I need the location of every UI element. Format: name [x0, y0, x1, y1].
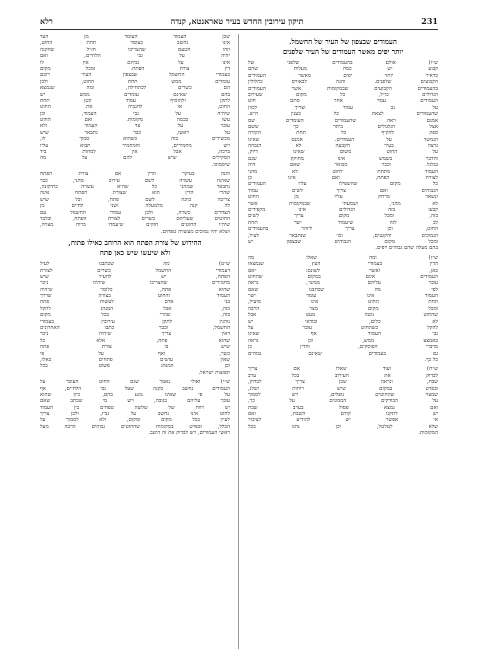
- text-line: המקומות.: [418, 430, 438, 437]
- text-line: מדברי הפוסקים, והדין כן: [248, 344, 438, 351]
- text-line: לחוט אינו נחשב על גביו, ולכן צריך: [40, 411, 230, 418]
- text-line: ש״י) ואולי נאמר שגם החוט העובר על: [40, 379, 230, 386]
- text-line: בזה, ומכל מקום צריך לשים: [248, 213, 438, 220]
- text-line: שהוא פתח, כלומר שיהיה: [40, 286, 230, 293]
- text-line: לפי מה שכתבנו שאם: [248, 286, 438, 293]
- heading-line: ולא שיעשו שיש כאן פתח: [99, 248, 171, 258]
- text-line: להקל כשהחוט עובר על: [248, 325, 438, 332]
- text-line: והדבר בשמש אינו מחוקק שגם: [248, 155, 438, 162]
- text-line: תחת החוט אינו מועיל,: [248, 299, 438, 306]
- text-line: שכן העמוד העומד מן הצד: [40, 34, 230, 40]
- text-line: אינו על גביהם אין לו: [40, 59, 230, 66]
- heading-line: החידוש של צורת הפתח הוא הרוחב כאילו פתוח,: [68, 238, 202, 248]
- text-line: שלא לטלטל, וכן נהגו בכל: [248, 423, 438, 430]
- text-line: העמודים עמד אחר סתם חוט: [248, 98, 438, 105]
- text-line: הגבוהים ואם צריך לשים עמוד: [248, 187, 438, 194]
- text-line: ש״ז) ומה שאלו מה: [248, 254, 438, 261]
- paragraph: [40, 171, 230, 235]
- heading-line: העמודים שבצפון של העיר של החשמל.: [289, 37, 397, 46]
- text-line: החוט, וכן צריך ליזהר בהעמודים: [248, 226, 438, 233]
- chapter-number: רלא: [40, 16, 53, 26]
- text-line: ומכל מקום מצוי הרבה: [248, 305, 438, 312]
- text-line: שאינה עשויה לשם עירוב מהני, כבר: [40, 177, 230, 184]
- text-line: ומכל מקום הגבוהים שבצפון יש: [248, 238, 438, 245]
- text-line: לא מהני, ושמעתי שבמקומות אשר: [248, 200, 438, 207]
- text-line: והנה בעיקר הדין אם צורת הפתח: [40, 171, 230, 178]
- text-line: לבדוק את העירוב בכל ערב: [248, 372, 438, 379]
- text-line: וכן המנהג פשוט בכל: [40, 363, 230, 370]
- text-line: עובר עליהם ממש״, נראה: [248, 280, 438, 287]
- text-line: העמוד והחוט בצורה שדרך: [40, 293, 230, 300]
- left-column: [40, 34, 230, 440]
- text-line: שיש בו צורת פתח: [40, 344, 230, 351]
- text-line: בהם שאינם עומדים ממש יש: [40, 91, 230, 98]
- text-line: ונשאר מרחק עליו מן החוט: [248, 194, 438, 201]
- text-line: שיהיו החוטים חזקים שיעמדו ברוח מצויה,: [40, 222, 230, 229]
- text-line: ואם נמצא פסול בערב שבת: [248, 404, 438, 411]
- text-line: אי אפשר יש להודיע לציבור: [248, 417, 438, 424]
- text-line: העמוד אינו עומד ישר: [248, 293, 438, 300]
- text-line: לה קנה מלמעלה ושני לחיים מן: [40, 203, 230, 210]
- text-line: יהיה על גבי הלחיים, ואם: [40, 53, 230, 60]
- text-line: גבי העמוד אף שאינו: [248, 331, 438, 338]
- text-line: בגלגל. וכבר מבואר שאם היה: [248, 162, 438, 169]
- text-line: ושלא יהיו נמוכים מעשרה טפחים.: [160, 228, 230, 235]
- text-line: ויש מחמירים, והמחמיר תבוא עליו: [40, 142, 230, 149]
- text-line: הם כשרים לכתחילה, ומה שנמצא: [40, 85, 230, 92]
- text-line: לתקן ולהוסיף עמוד קטן תחת: [40, 97, 230, 104]
- paragraph: [40, 379, 230, 437]
- text-line: הכלל, ובפרט במקומות שהחוטים גבוהים הרבה מעל: [40, 423, 230, 430]
- text-line: צריכה כוונה לשם פתח, וכל שיש: [40, 196, 230, 203]
- text-line: נוהגין לתקן עירובין בעמודי: [40, 318, 230, 325]
- text-line: שבת, ונראה שכן צריך לבדוק,: [248, 379, 438, 386]
- left-section-heading: [40, 238, 230, 258]
- text-line: בהעמודים הקבועים שבמקומות אשר העמודים: [248, 85, 438, 92]
- text-line: ספק להקיף כל תחת הקורה: [248, 130, 438, 137]
- text-line: החשמל, וכבר כתבו האחרונים: [40, 325, 230, 332]
- text-line: וזהו הטעם שהצריכו חז״ל שהקנה: [40, 46, 230, 53]
- text-line: נרצה בעיר הקבעה לא הגבהה: [248, 143, 438, 150]
- text-line: בהם מעלה שהם גבוהים ויפים.: [375, 245, 438, 252]
- text-line: המקילים שיש להם על מה: [40, 155, 230, 162]
- text-line: דין צורת הפתח. ומכל מקום: [40, 65, 230, 72]
- text-line: עשו בכמה מקומות. ואם החוט: [40, 117, 230, 124]
- text-line: ש״ו) אולם בהעמודים שלפני של: [248, 60, 438, 66]
- text-line: על פי שאינו נוגע בהם, כיון שהוא: [40, 391, 230, 398]
- text-line: דעמודי החשמל כשרים לצורת: [40, 267, 230, 274]
- text-line: נתבאר שמהני כל שהיא עשויה כתיקונה,: [40, 183, 230, 190]
- text-line: שמצוי שהחוטים נופלים, ויש לסמוך: [248, 391, 438, 398]
- text-line: שאין עושים פתחים כאלו,: [40, 356, 230, 363]
- paragraph: [248, 255, 438, 364]
- text-line: הנמוכים והקטנים, וכו׳ שנתבאר לעיל,: [248, 232, 438, 239]
- text-line: תפוצות ישראל.: [198, 369, 230, 376]
- text-line: כל כך.: [424, 356, 438, 363]
- text-line: דאין צריך שיהיה ניכר: [40, 331, 230, 338]
- text-line: לא כלום, ובודאי יש: [248, 318, 438, 325]
- text-line: הפתח, יש להעיר שיש: [40, 273, 230, 280]
- text-line: הצדדים כשרה, ולכן עמודי החשמל עם: [40, 209, 230, 216]
- column-divider: [238, 34, 239, 649]
- text-line: בני אדם לעשות פתח: [40, 299, 230, 306]
- text-line: כשר, ואף על פי: [40, 350, 230, 357]
- running-head: [40, 15, 438, 27]
- text-line: על ראשו, כבר נתבאר שיש: [40, 129, 230, 136]
- text-line: שהחוט נוטה מעט אבל: [248, 312, 438, 319]
- text-line: הקבועים שלפנים. והנה לבאורס כהלולין: [248, 79, 438, 86]
- text-line: יש רווח של שלשה טפחים בין העמוד: [40, 404, 230, 411]
- text-line: ובפרט במקום שיש רוחות ושלג,: [248, 385, 438, 392]
- text-line: כל מקום שהשפילו עליו העמודים: [248, 181, 438, 188]
- text-line: הדין בעמודי העץ שנמצאו: [248, 261, 438, 268]
- text-line: החוטים שעליהם כשרים לצורת הפתח, ובלבד: [40, 215, 230, 222]
- text-line: ראשי העמודים, ויש לבדוק את זה היטב.: [148, 430, 230, 437]
- page-number: 231: [421, 16, 438, 26]
- text-line: באמצע ממש, וכן נראה: [248, 337, 438, 344]
- text-line: שהוא פתח, אלא כל: [40, 337, 230, 344]
- text-line: אצל הגלגולים ביתר כך ששם: [248, 123, 438, 130]
- text-line: שהרי הדין הוא שצורת הפתח אינה: [40, 190, 230, 197]
- text-line: עובר על צד העמוד ולא: [40, 123, 230, 130]
- text-line: הנמשך על העמודים. אמנם שאינו: [248, 136, 438, 143]
- text-line: עובר עליהם בגובה, ויש מי שכתב שאם: [40, 398, 230, 405]
- running-title: תיקון עירובין החדש בעיר טאראנטא, קנדה: [170, 16, 304, 26]
- text-line: על החוט משום שאינו דיוק,: [248, 149, 438, 156]
- text-line: לצורת הפתח, ואם אינו כן: [248, 175, 438, 182]
- text-line: בזה, שהרי בכל מקום: [40, 312, 230, 319]
- text-line: החוט, או להגביה את החוט: [40, 104, 230, 111]
- header-rule: [40, 29, 438, 30]
- text-line: ברכה, אבל אין למחות ביד: [40, 149, 230, 156]
- paragraph: [248, 60, 438, 252]
- text-line: שיהיה על גבי העמוד, וכן: [40, 110, 230, 117]
- paragraph: [40, 34, 230, 168]
- text-line: כדאיר יותר יפים מאשר העמודים: [248, 72, 438, 79]
- text-line: העמוד מתחת לחוט לא מהני: [248, 168, 438, 175]
- text-line: יש לתקנו קודם השבת, ואם: [248, 411, 438, 418]
- document-page: [40, 15, 438, 655]
- text-line: גם בעמודים שאינם גבוהים: [248, 350, 438, 357]
- text-line: לב לזה שיעמוד ישר תחת: [248, 219, 438, 226]
- text-line: ש״ח) ועוד שאלו אם צריך: [248, 366, 438, 373]
- right-column: [248, 34, 438, 440]
- text-line: העמודים נחשב כקנה שעל גבי הלחיים, אף: [40, 385, 230, 392]
- text-line: כזה, אבל המנהג להקל: [40, 305, 230, 312]
- text-line: בעמודי החשמל שבצפון העיר רובם: [40, 72, 230, 79]
- text-line: אמנם ראה שהעמודים העומדים שם: [248, 117, 438, 124]
- text-line: העמודים אינם במקום שהחוט: [248, 273, 438, 280]
- text-line: מכשירים בזה כשהוא סמוך לו,: [40, 136, 230, 143]
- text-line: מחמירים שהצריכו שיהיה ניכר: [40, 280, 230, 287]
- text-line: כאן, ואשר לשונם: ״אם: [248, 267, 438, 274]
- text-line: אינו נחשב כעומד תחת החוט,: [40, 40, 230, 47]
- text-line: קבוע יש כמה מעלות שהם: [248, 66, 438, 73]
- text-line: עומדים ממש תחת החוט, ולכן: [40, 78, 230, 85]
- text-line: לעיין בכל מקום ומקום, ולא לסמוך על: [40, 417, 230, 424]
- paragraph: [40, 261, 230, 376]
- text-line: שהעמודים לצאת כל בענין היש.: [248, 111, 438, 118]
- text-line: על גב עמוד וצריך לכוון: [248, 104, 438, 111]
- paragraph: [248, 366, 438, 436]
- text-line: שיסמוכו.: [211, 161, 230, 168]
- text-line: על הבודקים הממונים על כך,: [248, 398, 438, 405]
- heading-line: יותר יפים מאשר העמודים של העיר שלפנים: [282, 47, 404, 56]
- text-line: ש״ט) מה שכתבנו לעיל: [40, 261, 230, 268]
- text-line: קבעו בזה הגדולים אינו מקפידים: [248, 206, 438, 213]
- text-line: הגדולים כו״ל, כל מקום שעירוב: [248, 91, 438, 98]
- right-section-heading: [248, 37, 438, 57]
